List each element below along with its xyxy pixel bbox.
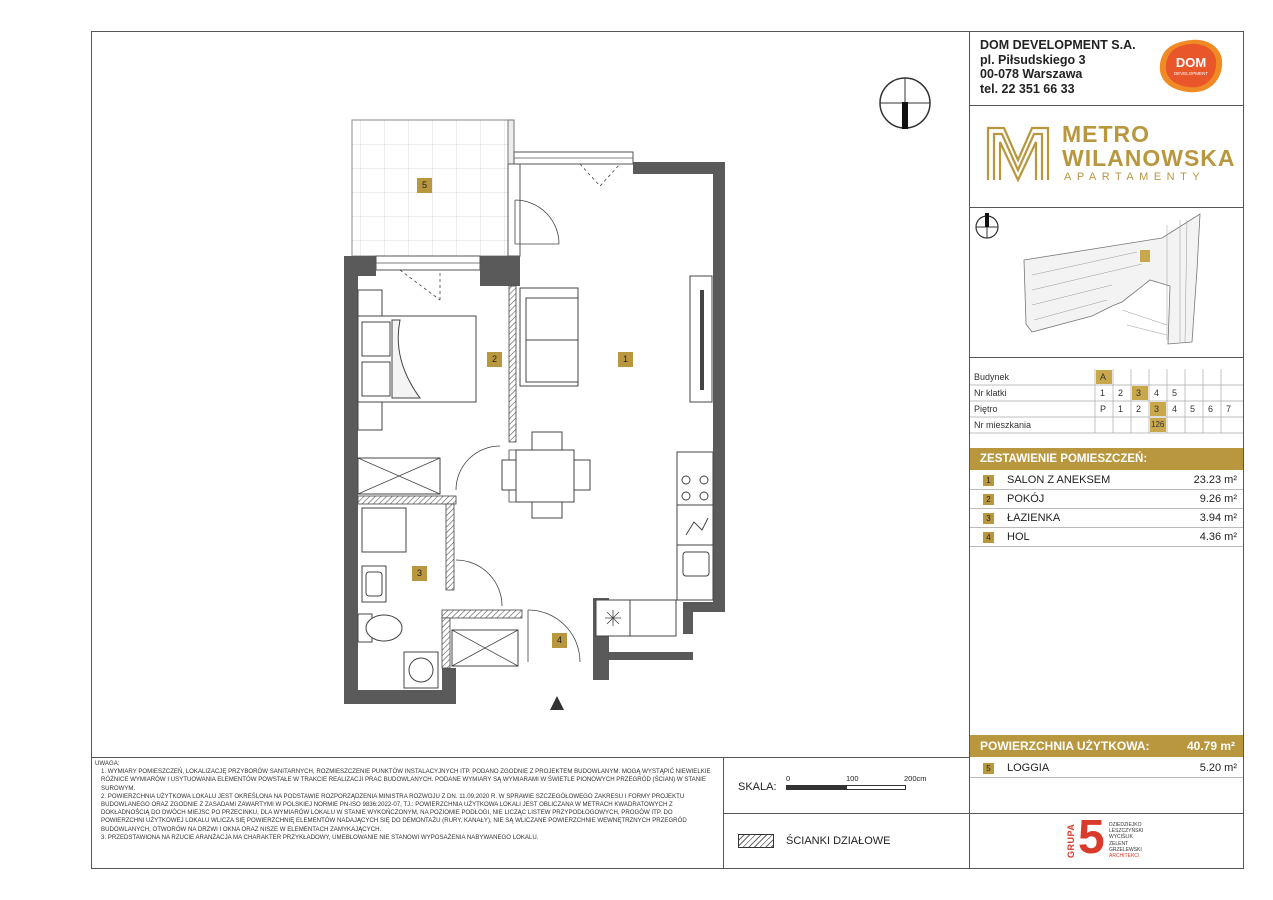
architect-line: WYCIŚLIK	[1109, 834, 1133, 841]
header-divider-3	[970, 357, 1243, 358]
info-label-staircase: Nr klatki	[974, 388, 1007, 398]
room-name: POKÓJ	[1007, 493, 1045, 505]
scale-bar	[786, 785, 906, 790]
room-row	[970, 509, 1243, 528]
room-number: 2	[983, 494, 994, 505]
notes-item: 1. WYMIARY POMIESZCZEŃ, LOKALIZACJĘ PRZYBORÓW SANITARNYCH, ROZMIESZCZENIE PUNKTÓW INSTALACYJNYCH ITP. PODANO ZGODNIE Z PROJEKTEM BUDOWLANYM. MOGĄ WYSTĄPIĆ NIEWIELKIE RÓŻNICE WYMIARÓW I USYTUOWANIA ELEMENTÓW POWSTAŁE W TRAKCIE REALIZACJI PRAC BUDOWLANYCH. PODANE WYMIARY SĄ WYMIARAMI W ŚWIETLE PIONOWYCH PRZEGRÓD (ŚCIAN) W STANIE SUROWYM.	[101, 768, 711, 792]
architect-line: LESZCZYŃSKI	[1109, 828, 1144, 835]
room-area: 3.94 m²	[1199, 512, 1237, 524]
partition-wall-swatch	[738, 834, 774, 848]
room-row	[970, 528, 1243, 547]
room-name: ŁAZIENKA	[1007, 512, 1061, 524]
north-arrow-icon	[876, 76, 936, 136]
info-floor-cell: 7	[1226, 404, 1232, 414]
info-floor-cell: 6	[1208, 404, 1214, 414]
architect-divider	[970, 813, 1243, 814]
architect-line: DZIEDZIEJKO	[1109, 822, 1142, 828]
scale-label: SKALA:	[738, 781, 777, 793]
room-area: 23.23 m²	[1193, 474, 1237, 486]
company-address-1: pl. Piłsudskiego 3	[980, 52, 1086, 67]
loggia-area: 5.20 m²	[1199, 762, 1237, 774]
room-number: 4	[983, 532, 994, 543]
room-name: HOL	[1007, 531, 1030, 543]
plan-room-label: 1	[618, 352, 633, 367]
company-address-2: 00-078 Warszawa	[980, 67, 1083, 81]
room-number: 3	[983, 513, 994, 524]
company-info	[980, 38, 1136, 96]
key-plan	[972, 210, 1242, 355]
loggia-row	[970, 759, 1243, 778]
info-label-floor: Piętro	[974, 404, 998, 414]
room-name: SALON Z ANEKSEM	[1007, 474, 1111, 486]
info-floor-cell: 3	[1154, 404, 1160, 414]
info-staircase-cell: 2	[1118, 388, 1124, 398]
grupa-digit: 5	[1078, 811, 1105, 864]
plan-room-label: 4	[552, 633, 567, 648]
project-name-line-1: METRO	[1062, 121, 1151, 147]
info-staircase-cell: 4	[1154, 388, 1160, 398]
info-building-value: A	[1100, 372, 1107, 382]
rooms-header: ZESTAWIENIE POMIESZCZEŃ:	[970, 448, 1243, 470]
project-name-line-2: WILANOWSKA	[1062, 145, 1236, 171]
info-floor-cell: 2	[1136, 404, 1142, 414]
info-label-apartment-no: Nr mieszkania	[974, 420, 1032, 430]
notes-item: 2. POWIERZCHNIA UŻYTKOWA LOKALU JEST OKREŚLONA NA PODSTAWIE ROZPORZĄDZENIA MINISTRA ROZWOJU Z DN. 11.09.2020 R. W SPRAWIE SZCZEGÓŁOWEGO ZAKRESU I FORMY PROJEKTU BUDOWLANEGO ORAZ ZGODNIE Z ZASADAMI ZAWARTYMI W POLSKIEJ NORMIE PN-ISO 9836:2022-07, TJ.: POWIERZCHNIA UŻYTKOWA LOKALI JEST OBLICZANA W METRACH KWADRATOWYCH Z DOKŁADNOŚCIĄ DO DWÓCH MIEJSC PO PRZECINKU, DLA WYMIARÓW LOKALU W STANIE WYKOŃCZONYM, NA POZIOMIE PODŁOGI, NIE LICZĄC LISTEW PRZYPODŁOGOWYCH, PROGÓW ITP. DO POWIERZCHNI UŻYTKOWEJ LOKALU WLICZA SIĘ POWIERZCHNIĘ ELEMENTÓW NADAJĄCYCH SIĘ DO DEMONTAŻU (RURY, KANAŁY), NIE SĄ WLICZANE POWIERZCHNIE WEWNĘTRZNYCH PRZEGRÓD BUDOWLANYCH, OTWORÓW NA DRZWI I OKNA ORAZ NISZE W ELEMENTACH ZAMYKAJĄCYCH.	[101, 792, 687, 833]
header-divider-1	[970, 105, 1243, 106]
floor-plan	[330, 110, 730, 720]
dom-development-logo	[1156, 38, 1226, 94]
notes-item: 3. PRZEDSTAWIONA NA RZUCIE ARANŻACJA MA CHARAKTER PRZYKŁADOWY, UMEBLOWANIE NIE STANOWI WYPOSAŻENIA NABYWANEGO LOKALU.	[101, 833, 539, 841]
logo-development-text: DEVELOPMENT	[1173, 71, 1209, 76]
info-floor-cell: 5	[1190, 404, 1196, 414]
project-name-line-3: APARTAMENTY	[1064, 171, 1206, 183]
notes-divider	[91, 757, 970, 758]
room-row	[970, 490, 1243, 509]
info-floor-cell: P	[1100, 404, 1107, 414]
header-divider-2	[970, 207, 1243, 208]
metro-wilanowska-logo	[984, 120, 1234, 190]
architect-line: ZELENT	[1109, 840, 1129, 847]
notes	[95, 760, 715, 842]
usable-area-value: 40.79 m²	[1186, 739, 1235, 753]
info-floor-cell: 1	[1118, 404, 1124, 414]
usable-area-label: POWIERZCHNIA UŻYTKOWA:	[980, 739, 1150, 753]
apartment-info-table	[970, 369, 1243, 435]
keyplan-compass-icon	[976, 213, 998, 238]
info-apartment-number: 126	[1151, 420, 1165, 429]
room-area: 9.26 m²	[1199, 493, 1237, 505]
scale-tick-label: 200cm	[904, 774, 927, 783]
info-staircase-cell: 1	[1100, 388, 1106, 398]
info-staircase-cell: 3	[1136, 388, 1142, 398]
company-name: DOM DEVELOPMENT S.A.	[980, 38, 1136, 52]
plan-room-label: 2	[487, 352, 502, 367]
plan-room-label: 5	[417, 178, 432, 193]
loggia-name: LOGGIA	[1007, 762, 1050, 774]
room-area: 4.36 m²	[1199, 531, 1237, 543]
architect-line: GRZELEWSKI	[1109, 846, 1142, 853]
info-staircase-cell: 5	[1172, 388, 1178, 398]
room-row	[970, 471, 1243, 490]
legend-label: ŚCIANKI DZIAŁOWE	[786, 835, 891, 847]
grupa-text: GRUPA	[1066, 823, 1076, 858]
scale-tick-label: 0	[786, 774, 791, 783]
logo-dom-text: DOM	[1175, 55, 1207, 70]
scale-tick-label: 100	[846, 774, 859, 783]
info-label-building: Budynek	[974, 372, 1010, 382]
usable-area-bar	[970, 735, 1243, 757]
company-phone: tel. 22 351 66 33	[980, 81, 1075, 96]
grupa5-logo	[1066, 811, 1176, 865]
room-number: 1	[983, 475, 994, 486]
info-floor-cell: 4	[1172, 404, 1178, 414]
project-mark-icon	[984, 120, 1054, 186]
notes-title: UWAGA:	[95, 760, 120, 767]
loggia-number: 5	[983, 763, 994, 774]
legend-divider	[723, 813, 970, 814]
architect-line: ARCHITEKCI	[1109, 853, 1140, 860]
plan-room-label: 3	[412, 566, 427, 581]
